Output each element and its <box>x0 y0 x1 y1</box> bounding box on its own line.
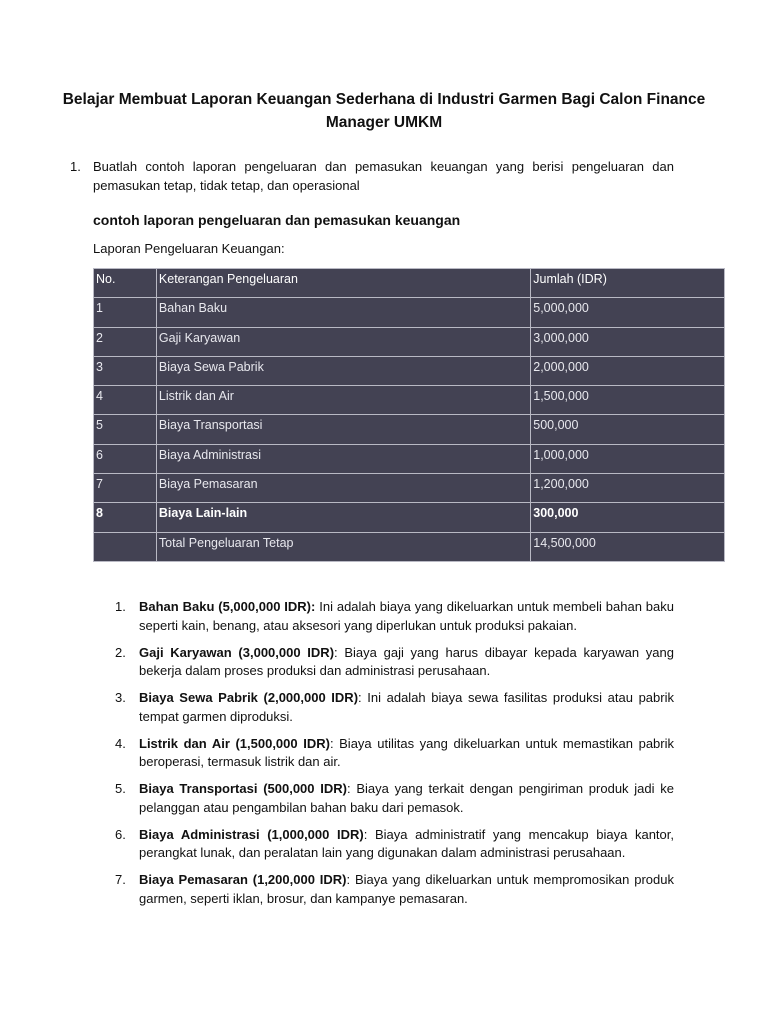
list-number: 4. <box>115 735 126 751</box>
row-amount: 14,500,000 <box>531 532 725 561</box>
row-amount: 1,000,000 <box>531 444 725 473</box>
list-item <box>115 735 674 772</box>
question-1 <box>70 158 674 195</box>
table-row <box>94 474 725 503</box>
table-row <box>94 298 725 327</box>
row-description: Bahan Baku <box>156 298 530 327</box>
item-term: Biaya Pemasaran (1,200,000 IDR) <box>139 872 347 887</box>
item-term: Biaya Administrasi (1,000,000 IDR) <box>139 826 364 842</box>
list-item <box>115 780 674 817</box>
document-title: Belajar Membuat Laporan Keuangan Sederhana di Industri Garmen Bagi Calon Finance Manager UMKM <box>62 91 706 131</box>
table-row <box>94 444 725 473</box>
row-no: 4 <box>94 386 157 415</box>
row-no: 8 <box>94 503 157 532</box>
row-description: Gaji Karyawan <box>156 327 530 356</box>
list-number: 5. <box>115 781 126 796</box>
row-description: Listrik dan Air <box>156 386 530 415</box>
row-description: Biaya Administrasi <box>156 444 530 473</box>
row-description: Biaya Sewa Pabrik <box>156 356 530 385</box>
header-no: No. <box>94 269 157 298</box>
table-total-row <box>94 532 725 561</box>
row-no: 2 <box>94 327 157 356</box>
header-description: Keterangan Pengeluaran <box>156 269 530 298</box>
table-label: Laporan Pengeluaran Keuangan: <box>93 241 285 256</box>
header-amount: Jumlah (IDR) <box>531 269 725 298</box>
row-amount: 300,000 <box>531 503 725 532</box>
item-term: Listrik dan Air (1,500,000 IDR) <box>139 735 330 751</box>
row-description: Total Pengeluaran Tetap <box>156 532 530 561</box>
item-description: Ini adalah biaya yang dikeluarkan untuk membeli bahan baku seperti kain, benang, atau aksesori yang diperlukan untuk produksi pakaian. <box>139 599 674 633</box>
row-amount: 500,000 <box>531 415 725 444</box>
list-item <box>115 826 674 863</box>
question-text: Buatlah contoh laporan pengeluaran dan pemasukan keuangan yang berisi pengeluaran dan pemasukan tetap, tidak tetap, dan operasional <box>93 159 674 193</box>
item-term: Biaya Transportasi (500,000 IDR) <box>139 781 347 796</box>
expense-explanation-list <box>115 598 674 917</box>
item-description: : Biaya yang terkait dengan pengiriman produk jadi ke pelanggan atau pengambilan bahan baku dari pemasok. <box>139 781 674 815</box>
table-row <box>94 503 725 532</box>
row-amount: 1,200,000 <box>531 474 725 503</box>
item-description: : Biaya administratif yang mencakup biaya kantor, perangkat lunak, dan peralatan lain yang digunakan dalam administrasi perusahaan. <box>139 826 675 860</box>
item-description: : Biaya utilitas yang dikeluarkan untuk memastikan pabrik beroperasi, termasuk listrik dan air. <box>139 735 674 769</box>
list-number: 7. <box>115 872 126 887</box>
question-number: 1. <box>70 159 81 174</box>
item-term: Bahan Baku (5,000,000 IDR): <box>139 599 316 614</box>
row-description: Biaya Lain-lain <box>156 503 530 532</box>
item-term: Biaya Sewa Pabrik (2,000,000 IDR) <box>139 690 359 705</box>
row-amount: 1,500,000 <box>531 386 725 415</box>
table-row <box>94 386 725 415</box>
row-no: 3 <box>94 356 157 385</box>
row-description: Biaya Pemasaran <box>156 474 530 503</box>
table-header-row <box>94 269 725 298</box>
table-row <box>94 356 725 385</box>
item-description: : Ini adalah biaya sewa fasilitas produksi atau pabrik tempat garmen diproduksi. <box>139 690 674 724</box>
row-amount: 5,000,000 <box>531 298 725 327</box>
item-description: : Biaya gaji yang harus dibayar kepada karyawan yang bekerja dalam proses produksi dan administrasi perusahaan. <box>139 644 674 678</box>
list-item <box>115 598 674 635</box>
row-amount: 2,000,000 <box>531 356 725 385</box>
row-no: 6 <box>94 444 157 473</box>
list-item <box>115 689 674 726</box>
section-subheading: contoh laporan pengeluaran dan pemasukan keuangan <box>93 212 461 228</box>
table-row <box>94 415 725 444</box>
expense-table <box>93 268 725 562</box>
row-description: Biaya Transportasi <box>156 415 530 444</box>
item-description: : Biaya yang dikeluarkan untuk mempromosikan produk garmen, seperti iklan, brosur, dan kampanye pemasaran. <box>139 872 674 906</box>
list-number: 3. <box>115 690 126 705</box>
row-no: 5 <box>94 415 157 444</box>
list-item <box>115 871 674 908</box>
row-no: 1 <box>94 298 157 327</box>
table-row <box>94 327 725 356</box>
list-item <box>115 644 674 681</box>
list-number: 2. <box>115 644 126 660</box>
list-number: 6. <box>115 826 126 842</box>
row-amount: 3,000,000 <box>531 327 725 356</box>
list-number: 1. <box>115 599 126 614</box>
row-no <box>94 532 157 561</box>
row-no: 7 <box>94 474 157 503</box>
item-term: Gaji Karyawan (3,000,000 IDR) <box>139 644 335 660</box>
